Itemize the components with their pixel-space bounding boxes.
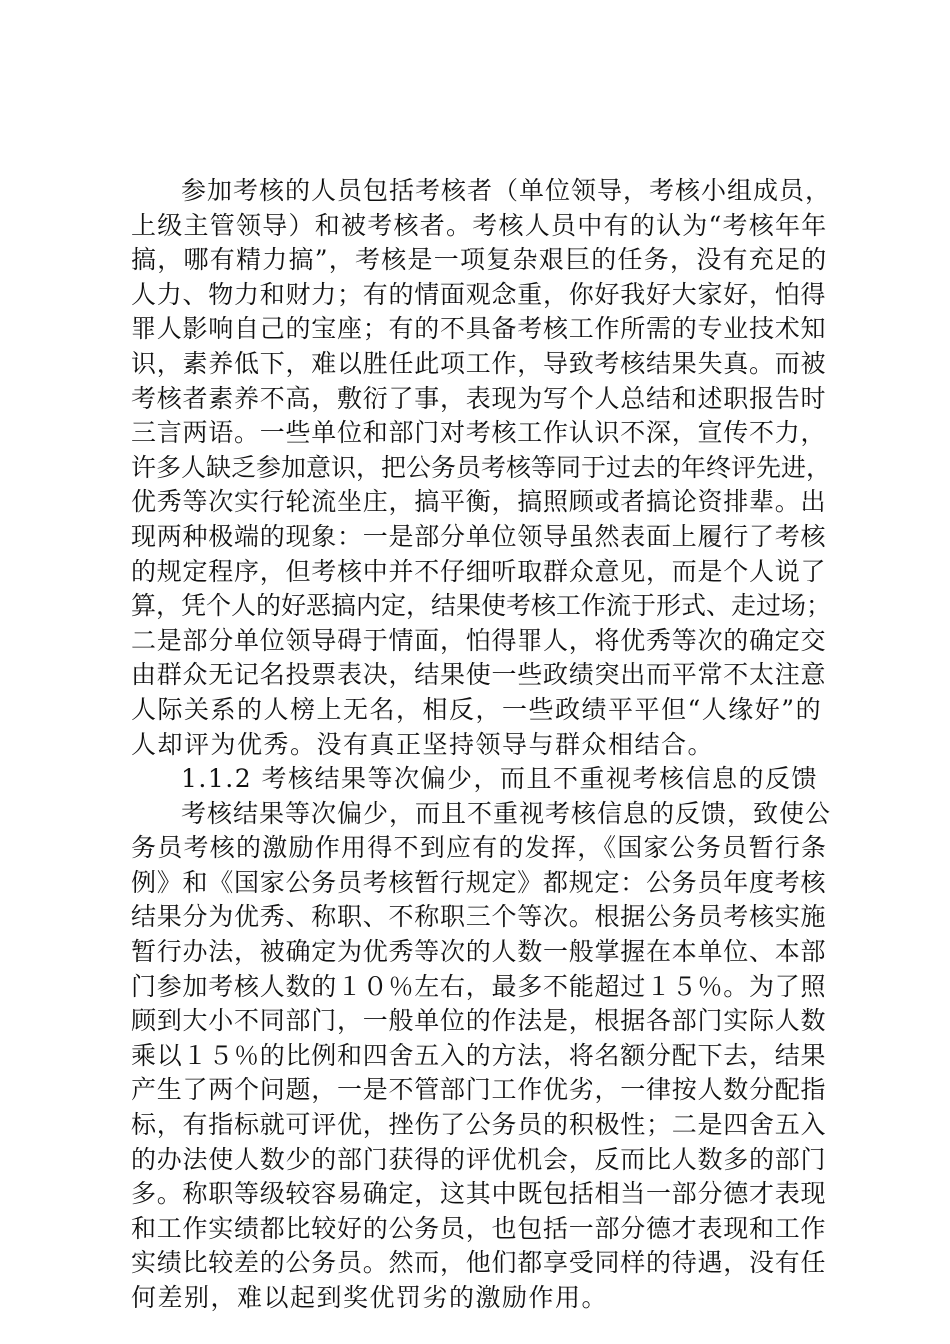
paragraph-line: 上级主管领导）和被考核者。考核人员中有的认为“考核年年 xyxy=(131,210,828,240)
paragraph-line: 例》和《国家公务员考核暂行规定》都规定：公务员年度考核 xyxy=(131,867,827,897)
paragraph-line: 许多人缺乏参加意识，把公务员考核等同于过去的年终评先进， xyxy=(131,452,832,482)
paragraph-line: 标，有指标就可评优，挫伤了公务员的积极性；二是四舍五入 xyxy=(131,1110,827,1140)
paragraph-line: 门参加考核人数的１０％左右，最多不能超过１５％。为了照 xyxy=(131,971,827,1001)
paragraph-line: 优秀等次实行轮流坐庄，搞平衡，搞照顾或者搞论资排辈。出 xyxy=(131,487,827,517)
paragraph-line: 罪人影响自己的宝座；有的不具备考核工作所需的专业技术知 xyxy=(131,314,827,344)
paragraph-line: 多。称职等级较容易确定，这其中既包括相当一部分德才表现 xyxy=(131,1179,827,1209)
paragraph-line: 人力、物力和财力；有的情面观念重，你好我好大家好，怕得 xyxy=(131,279,827,309)
section-heading: 1.1.2 考核结果等次偏少，而且不重视考核信息的反馈 xyxy=(181,764,819,794)
paragraph-line: 考核结果等次偏少，而且不重视考核信息的反馈，致使公 xyxy=(181,798,832,828)
paragraph-line: 二是部分单位领导碍于情面，怕得罪人，将优秀等次的确定交 xyxy=(131,625,827,655)
paragraph-line: 顾到大小不同部门，一般单位的作法是，根据各部门实际人数 xyxy=(131,1006,827,1036)
paragraph-line: 的办法使人数少的部门获得的评优机会，反而比人数多的部门 xyxy=(131,1144,827,1174)
paragraph-line: 和工作实绩都比较好的公务员，也包括一部分德才表现和工作 xyxy=(131,1213,827,1243)
paragraph-line: 实绩比较差的公务员。然而，他们都享受同样的待遇，没有任 xyxy=(131,1248,827,1278)
paragraph-line: 暂行办法，被确定为优秀等次的人数一般掌握在本单位、本部 xyxy=(131,937,827,967)
paragraph-line: 人际关系的人榜上无名，相反，一些政绩平平但“人缘好”的 xyxy=(131,694,823,724)
paragraph-line: 三言两语。一些单位和部门对考核工作认识不深，宣传不力， xyxy=(131,418,827,448)
paragraph-line: 的规定程序，但考核中并不仔细听取群众意见，而是个人说了 xyxy=(131,556,827,586)
paragraph-line: 结果分为优秀、称职、不称职三个等次。根据公务员考核实施 xyxy=(131,902,827,932)
paragraph-line: 参加考核的人员包括考核者（单位领导，考核小组成员， xyxy=(181,176,832,205)
paragraph-line: 现两种极端的现象：一是部分单位领导虽然表面上履行了考核 xyxy=(131,521,827,551)
paragraph-line: 算，凭个人的好恶搞内定，结果使考核工作流于形式、走过场； xyxy=(131,591,832,621)
paragraph-line: 人却评为优秀。没有真正坚持领导与群众相结合。 xyxy=(131,729,715,759)
paragraph-line: 务员考核的激励作用得不到应有的发挥，《国家公务员暂行条 xyxy=(131,833,828,863)
paragraph-line: 识，素养低下，难以胜任此项工作，导致考核结果失真。而被 xyxy=(131,348,827,378)
paragraph-line: 何差别，难以起到奖优罚劣的激励作用。 xyxy=(131,1283,609,1312)
paragraph-line: 产生了两个问题，一是不管部门工作优劣，一律按人数分配指 xyxy=(131,1075,827,1105)
document-page xyxy=(131,174,831,1316)
paragraph-line: 考核者素养不高，敷衍了事，表现为写个人总结和述职报告时 xyxy=(131,383,827,413)
paragraph-line: 乘以１５％的比例和四舍五入的方法，将名额分配下去，结果 xyxy=(131,1040,827,1070)
paragraph-line: 由群众无记名投票表决，结果使一些政绩突出而平常不太注意 xyxy=(131,660,827,690)
paragraph-line: 搞，哪有精力搞”，考核是一项复杂艰巨的任务，没有充足的 xyxy=(131,245,828,275)
